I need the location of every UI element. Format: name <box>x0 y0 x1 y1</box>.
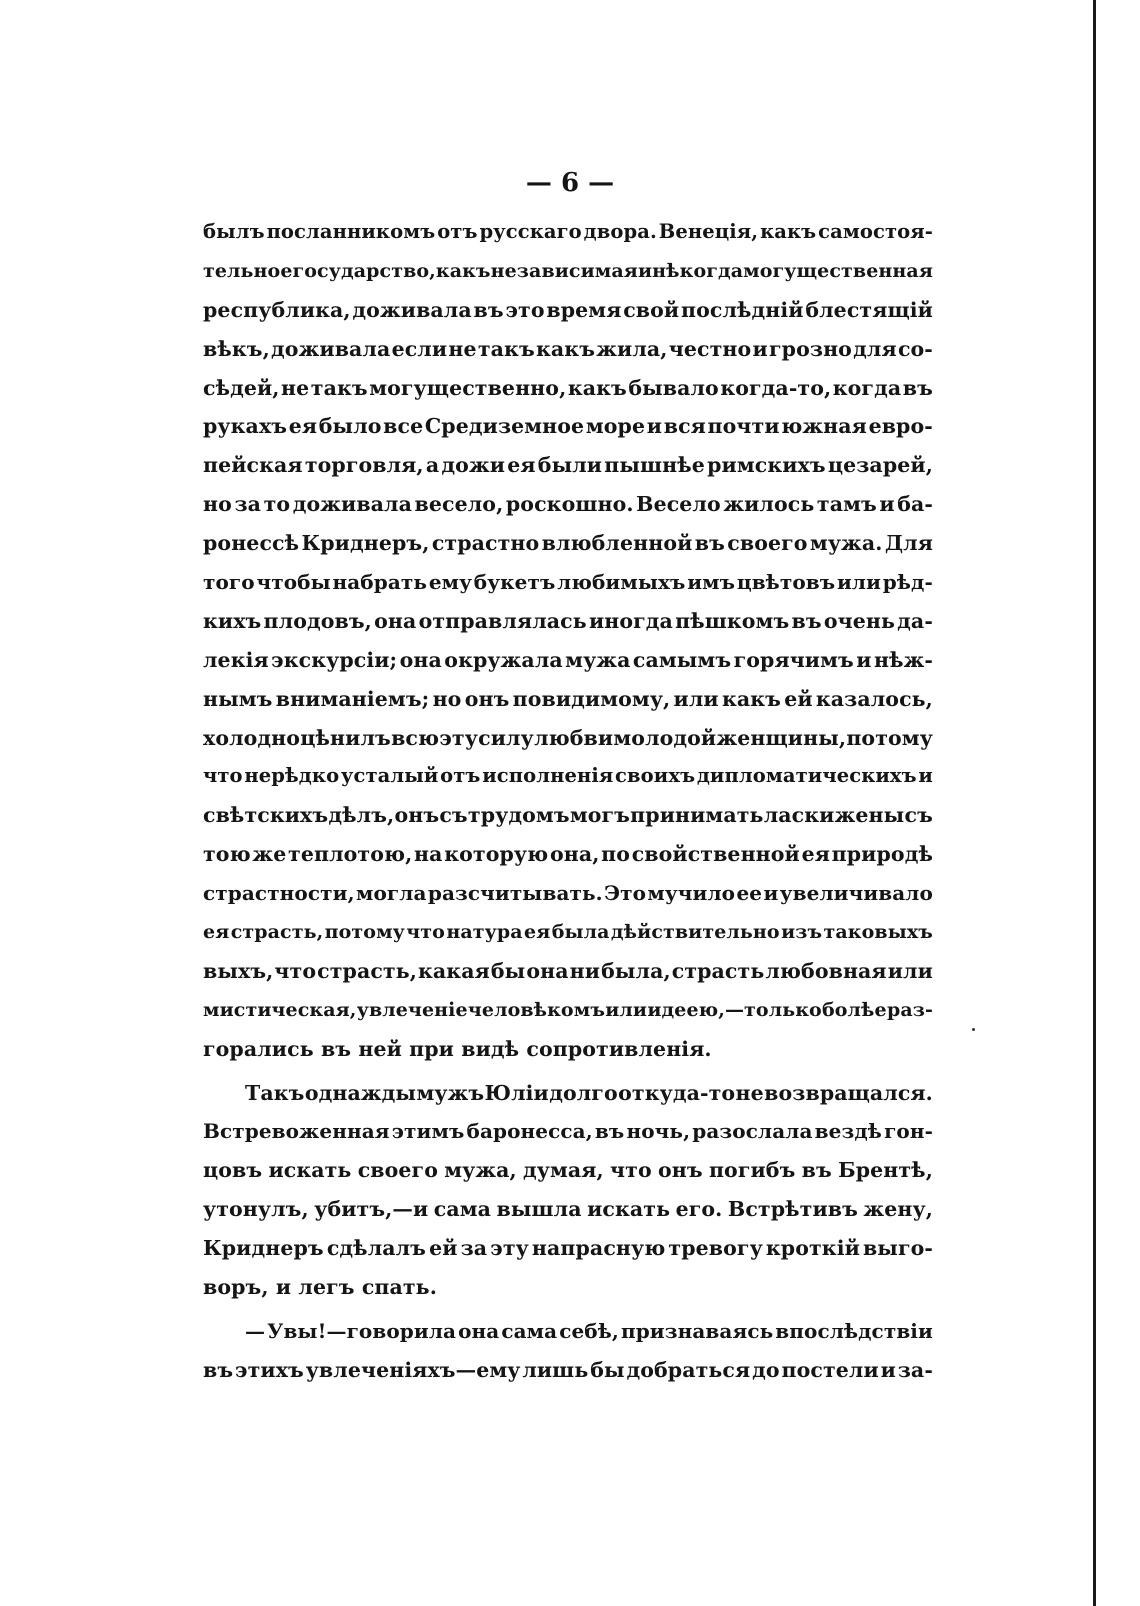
ink-speck <box>972 1028 975 1031</box>
text-line: кихъ плодовъ, она отправлялась иногда пѣшкомъ въ очень да- <box>203 608 933 633</box>
text-line: ея страсть, потому что натура ея была дѣйствительно изъ таковыхъ <box>203 921 933 944</box>
text-line: республика, доживала въ это время свой послѣдній блестящій <box>203 297 933 322</box>
text-line: выхъ, что страсть, какая бы она ни была, страсть любовная или <box>203 958 933 983</box>
text-line: цовъ искать своего мужа, думая, что онъ погибъ въ Брентѣ, <box>203 1158 933 1183</box>
text-line: Такъ однажды мужъ Юліи долго откуда-то не возвращался. <box>245 1080 933 1105</box>
text-line: Встревоженная этимъ баронесса, въ ночь, разослала вездѣ гон- <box>203 1119 933 1144</box>
text-line: Криднеръ сдѣлалъ ей за эту напрасную тревогу кроткій выго- <box>203 1236 933 1261</box>
text-line: но за то доживала весело, роскошно. Весело жилось тамъ и ба- <box>203 492 933 517</box>
text-line: въ этихъ увлеченіяхъ—ему лишь бы добраться до постели и за- <box>203 1357 933 1382</box>
text-line: того чтобы набрать ему букетъ любимыхъ имъ цвѣтовъ или рѣд- <box>203 570 933 595</box>
page-number: — 6 — <box>525 168 615 198</box>
text-line: мистическая, увлеченіе человѣкомъ или идеею,—только болѣе раз- <box>203 998 933 1021</box>
text-line: тою же теплотою, на которую она, по свойственной ея природѣ <box>203 842 933 867</box>
text-line: страстности, могла разсчитывать. Это мучило ее и увеличивало <box>203 881 933 906</box>
page-edge-line <box>1093 0 1096 1606</box>
text-line: нымъ вниманіемъ; но онъ повидимому, или какъ ей казалось, <box>203 686 933 711</box>
text-line: что нерѣдко усталый отъ исполненія своихъ дипломатическихъ и <box>203 764 933 788</box>
text-line: лекія экскурсіи; она окружала мужа самымъ горячимъ и нѣж- <box>203 647 933 672</box>
text-line: — Увы!—говорила она сама себѣ, признаваясь впослѣдствіи <box>245 1318 933 1343</box>
text-line: тельное государство, какъ независимая и нѣкогда могущественная <box>203 259 933 282</box>
text-line: утонулъ, убитъ,—и сама вышла искать его. Встрѣтивъ жену, <box>203 1197 933 1222</box>
body-text <box>203 213 933 1390</box>
text-line: ронессѣ Криднеръ, страстно влюбленной въ своего мужа. Для <box>203 531 933 556</box>
text-line: сѣдей, не такъ могущественно, какъ бывало когда-то, когда въ <box>203 375 933 400</box>
text-line: былъ посланникомъ отъ русскаго двора. Венеція, какъ самостоя- <box>203 220 933 243</box>
text-line: воръ, и легъ спать. <box>203 1275 437 1300</box>
text-line: свѣтскихъ дѣлъ, онъ съ трудомъ могъ принимать ласки жены съ <box>203 803 933 828</box>
text-line: вѣкъ, доживала если не такъ какъ жила, честно и грозно для со- <box>203 336 933 361</box>
text-line: горались въ ней при видѣ сопротивленія. <box>203 1036 712 1061</box>
text-line: холодно цѣнилъ всю эту силу любви молодой женщины, потому <box>203 725 933 750</box>
text-line: пейская торговля, а дожи ея были пышнѣе римскихъ цезарей, <box>203 453 933 478</box>
paragraph <box>203 1312 933 1390</box>
paragraph <box>203 1074 933 1307</box>
paragraph <box>203 213 933 1069</box>
text-line: рукахъ ея было все Средиземное море и вся почти южная евро- <box>203 414 933 439</box>
